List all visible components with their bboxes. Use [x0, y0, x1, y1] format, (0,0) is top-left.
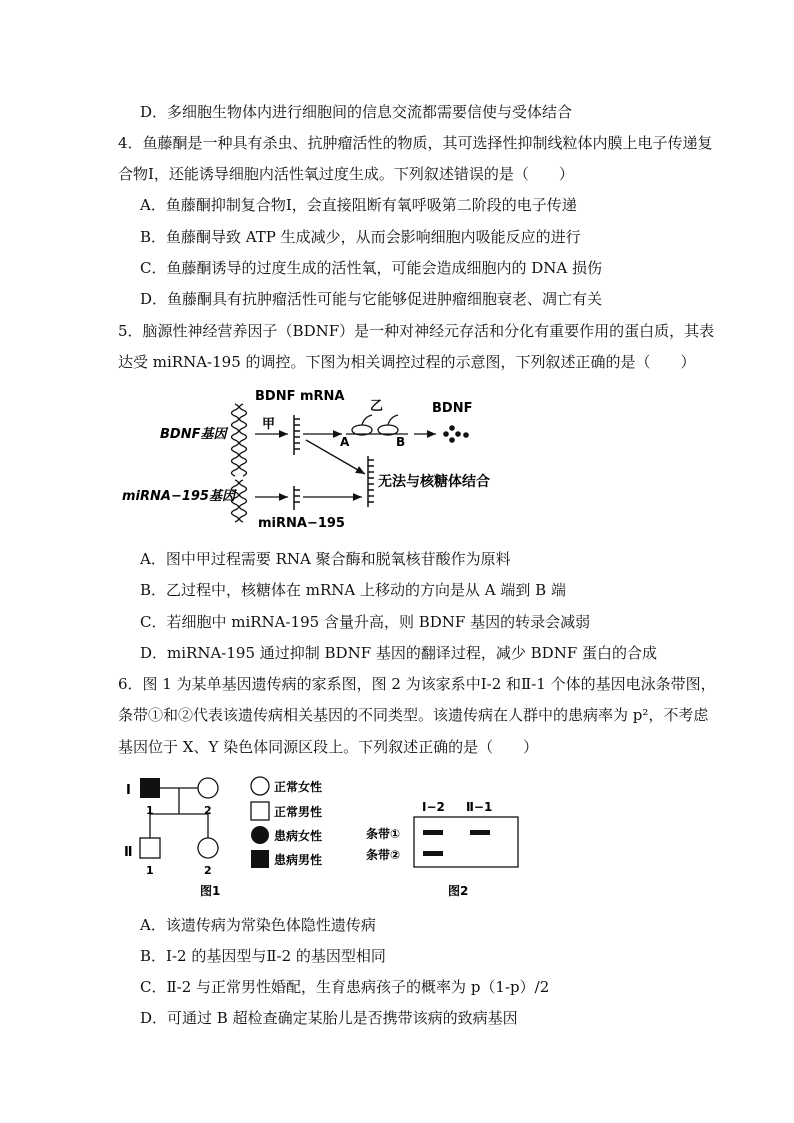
- q6-option-b: B．Ⅰ-2 的基因型与Ⅱ-2 的基因型相同: [140, 947, 386, 965]
- legend-normal-female: 正常女性: [274, 780, 323, 794]
- figure-1-caption: 图1: [200, 884, 221, 898]
- bdnf-protein-dots: [443, 425, 469, 443]
- ribosome-1: [352, 415, 372, 435]
- i2-number: 2: [204, 804, 212, 817]
- ii2-number: 2: [204, 864, 212, 877]
- legend-affected-female-symbol: [251, 826, 269, 844]
- q6-option-a: A．该遗传病为常染色体隐性遗传病: [140, 916, 376, 934]
- bdnf-mrna-label: BDNF mRNA: [255, 389, 345, 404]
- normal-female-ii2: [198, 838, 218, 858]
- pedigree-figure-1: [118, 770, 348, 902]
- bdnf-protein-label: BDNF: [432, 401, 473, 416]
- normal-female-i2: [198, 778, 218, 798]
- q4-option-a: A．鱼藤酮抑制复合物Ⅰ，会直接阻断有氧呼吸第二阶段的电子传递: [140, 196, 577, 214]
- i1-number: 1: [146, 804, 154, 817]
- legend-normal-male: 正常男性: [274, 805, 323, 819]
- q5-stem-line-1: 5．脑源性神经营养因子（BDNF）是一种对神经元存活和分化有重要作用的蛋白质，其表: [118, 322, 715, 340]
- column-i2-label: Ⅰ−2: [422, 800, 445, 814]
- legend-affected-male-symbol: [251, 850, 269, 868]
- bdnf-dna-helix: [232, 404, 247, 476]
- generation-2-label: Ⅱ: [124, 845, 133, 860]
- column-ii1-label: Ⅱ−1: [466, 800, 493, 814]
- q6-option-c: C．Ⅱ-2 与正常男性婚配，生育患病孩子的概率为 p（1-p）/2: [140, 978, 550, 996]
- q5-stem-line-2: 达受 miRNA-195 的调控。下图为相关调控过程的示意图，下列叙述正确的是（ ）: [118, 353, 696, 371]
- legend-affected-male: 患病男性: [274, 853, 323, 867]
- q4-option-c: C．鱼藤酮诱导的过度生成的活性氧，可能会造成细胞内的 DNA 损伤: [140, 259, 602, 277]
- q4-option-b: B．鱼藤酮导致 ATP 生成减少，从而会影响细胞内吸能反应的进行: [140, 228, 581, 246]
- q6-stem-line-2: 条带①和②代表该遗传病相关基因的不同类型。该遗传病在人群中的患病率为 p²，不考虑: [118, 706, 709, 724]
- q4-stem-line-2: 合物Ⅰ，还能诱导细胞内活性氧过度生成。下列叙述错误的是（ ）: [118, 165, 574, 183]
- q3-option-d: D．多细胞生物体内进行细胞间的信息交流都需要信使与受体结合: [140, 103, 573, 121]
- bdnf-mrna-strand: [294, 415, 300, 455]
- mirna-label: miRNA−195: [258, 516, 345, 531]
- q6-stem-line-1: 6．图 1 为某单基因遗传病的家系图，图 2 为该家系中Ⅰ-2 和Ⅱ-1 个体的基因电泳条带图，: [118, 675, 716, 693]
- yi-label: 乙: [370, 399, 384, 414]
- mirna-gene-label: miRNA−195基因: [122, 489, 235, 504]
- q4-stem-line-1: 4．鱼藤酮是一种具有杀虫、抗肿瘤活性的物质，其可选择性抑制线粒体内膜上电子传递复: [118, 134, 713, 152]
- q5-option-d: D．miRNA-195 通过抑制 BDNF 基因的翻译过程，减少 BDNF 蛋白的合成: [140, 644, 658, 662]
- ii1-number: 1: [146, 864, 154, 877]
- q5-option-b: B．乙过程中，核糖体在 mRNA 上移动的方向是从 A 端到 B 端: [140, 581, 566, 599]
- legend-normal-male-symbol: [251, 802, 269, 820]
- gel-box: [414, 817, 518, 867]
- jia-label: 甲: [262, 417, 276, 432]
- mrna-mirna-complex: [368, 456, 374, 507]
- q5-option-c: C．若细胞中 miRNA-195 含量升高，则 BDNF 基因的转录会减弱: [140, 613, 591, 631]
- q4-option-d: D．鱼藤酮具有抗肿瘤活性可能与它能够促进肿瘤细胞衰老、凋亡有关: [140, 290, 603, 308]
- affected-male-i1: [140, 778, 160, 798]
- band-ii1-1: [470, 830, 490, 835]
- end-a-label: A: [340, 435, 350, 449]
- cannot-bind-label: 无法与核糖体结合: [378, 474, 490, 490]
- end-b-label: B: [396, 435, 406, 449]
- legend-normal-female-symbol: [251, 777, 269, 795]
- normal-male-ii1: [140, 838, 160, 858]
- generation-1-label: Ⅰ: [126, 783, 131, 798]
- band-i2-1: [423, 830, 443, 835]
- bdnf-regulation-diagram: [110, 382, 530, 532]
- q6-stem-line-3: 基因位于 X、Y 染色体同源区段上。下列叙述正确的是（ ）: [118, 738, 539, 756]
- figure-2-caption: 图2: [448, 884, 469, 898]
- q6-option-d: D．可通过 B 超检查确定某胎儿是否携带该病的致病基因: [140, 1009, 518, 1027]
- bdnf-gene-label: BDNF基因: [160, 427, 227, 442]
- ribosome-2: [378, 415, 398, 435]
- mirna-strand: [294, 486, 300, 510]
- band-2-label: 条带②: [366, 848, 401, 862]
- band-1-label: 条带①: [366, 827, 401, 841]
- mrna-to-complex-arrow: [306, 440, 365, 474]
- band-i2-2: [423, 851, 443, 856]
- legend-affected-female: 患病女性: [274, 829, 323, 843]
- electrophoresis-figure-2: [360, 795, 530, 900]
- q5-option-a: A．图中甲过程需要 RNA 聚合酶和脱氧核苷酸作为原料: [140, 550, 511, 568]
